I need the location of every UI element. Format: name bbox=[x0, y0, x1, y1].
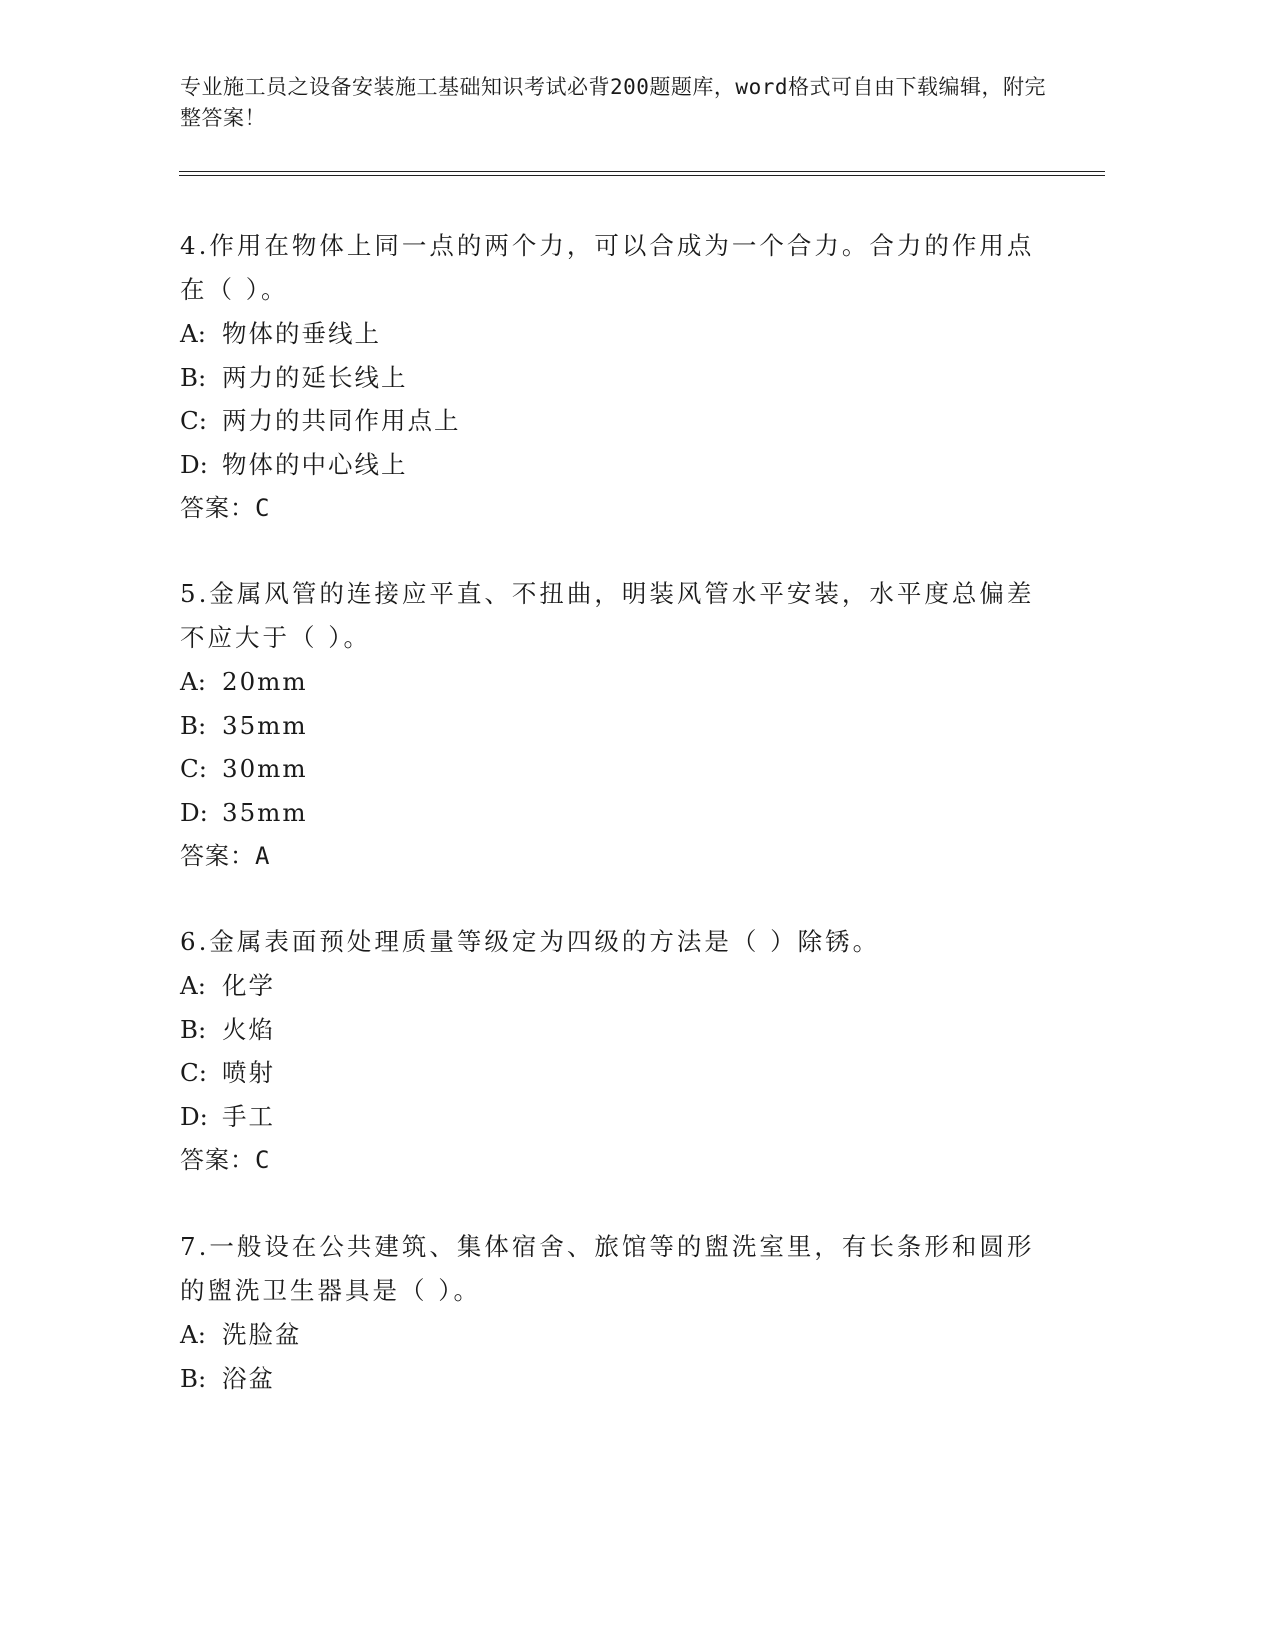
option-text: 洗脸盆 bbox=[222, 1320, 302, 1349]
option-text: 化学 bbox=[222, 971, 275, 1000]
option-b bbox=[180, 1357, 1040, 1401]
option-text: 喷射 bbox=[222, 1058, 275, 1088]
option-key: B: bbox=[180, 362, 207, 392]
option-a bbox=[180, 964, 1040, 1008]
option-d bbox=[180, 791, 1040, 835]
question-7 bbox=[180, 1225, 1040, 1400]
header-divider-bottom bbox=[179, 175, 1105, 176]
option-text: 35mm bbox=[222, 797, 308, 827]
option-text: 浴盆 bbox=[222, 1363, 275, 1393]
option-key: B: bbox=[180, 1363, 207, 1393]
option-b bbox=[180, 1008, 1040, 1052]
option-key: D: bbox=[180, 797, 208, 827]
option-text: 物体的垂线上 bbox=[222, 319, 381, 348]
option-key: B: bbox=[180, 1014, 207, 1044]
option-text: 物体的中心线上 bbox=[222, 449, 408, 479]
option-b bbox=[180, 704, 1040, 748]
option-c bbox=[180, 747, 1040, 791]
option-text: 两力的共同作用点上 bbox=[222, 406, 461, 436]
option-key: A: bbox=[180, 971, 206, 1000]
option-text: 手工 bbox=[222, 1101, 275, 1131]
question-stem: 6.金属表面预处理质量等级定为四级的方法是（ ）除锈。 bbox=[180, 927, 881, 956]
option-key: C: bbox=[180, 1058, 208, 1088]
question-stem: 5.金属风管的连接应平直、不扭曲，明装风管水平安装，水平度总偏差不应大于（ ）。 bbox=[180, 579, 1035, 652]
option-a bbox=[180, 660, 1040, 704]
question-6 bbox=[180, 920, 1040, 1182]
option-key: D: bbox=[180, 449, 208, 479]
option-text: 20mm bbox=[222, 667, 308, 696]
option-key: A: bbox=[180, 1320, 206, 1349]
header-divider-top bbox=[179, 171, 1105, 172]
option-a bbox=[180, 1313, 1040, 1357]
option-d bbox=[180, 443, 1040, 487]
question-stem: 4.作用在物体上同一点的两个力，可以合成为一个合力。合力的作用点在（ ）。 bbox=[180, 231, 1035, 304]
option-key: A: bbox=[180, 667, 206, 696]
option-text: 两力的延长线上 bbox=[222, 362, 408, 392]
option-d bbox=[180, 1095, 1040, 1139]
option-key: C: bbox=[180, 406, 208, 436]
document-header: 专业施工员之设备安装施工基础知识考试必背200题题库，word格式可自由下载编辑，附完整答案！ bbox=[180, 75, 1046, 130]
option-text: 35mm bbox=[222, 710, 308, 740]
answer-line: 答案：C bbox=[180, 494, 271, 523]
option-key: D: bbox=[180, 1101, 208, 1131]
question-5 bbox=[180, 572, 1040, 878]
question-stem: 7.一般设在公共建筑、集体宿舍、旅馆等的盥洗室里，有长条形和圆形的盥洗卫生器具是（ ）。 bbox=[180, 1232, 1035, 1305]
option-c bbox=[180, 399, 1040, 443]
option-a bbox=[180, 312, 1040, 356]
answer-line: 答案：C bbox=[180, 1146, 271, 1175]
option-b bbox=[180, 356, 1040, 400]
answer-line: 答案：A bbox=[180, 842, 271, 871]
option-c bbox=[180, 1051, 1040, 1095]
option-text: 30mm bbox=[222, 754, 308, 784]
option-key: A: bbox=[180, 319, 206, 348]
option-key: B: bbox=[180, 710, 207, 740]
question-4 bbox=[180, 224, 1040, 530]
option-text: 火焰 bbox=[222, 1014, 275, 1044]
option-key: C: bbox=[180, 754, 208, 784]
